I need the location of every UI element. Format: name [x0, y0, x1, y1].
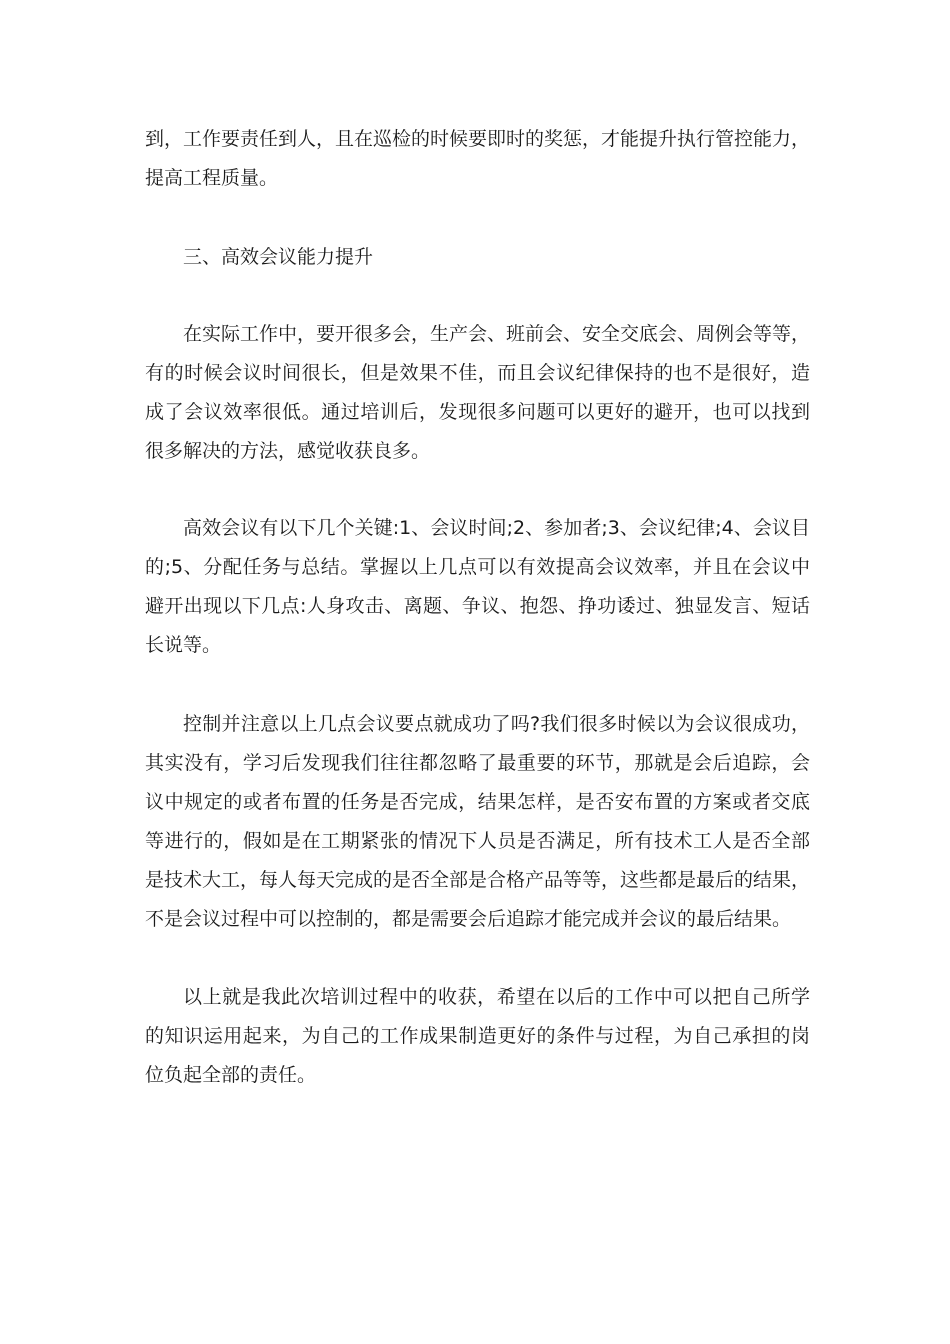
paragraph-1-line-3: 成了会议效率很低。通过培训后，发现很多问题可以更好的避开，也可以找到 — [145, 401, 810, 423]
paragraph-2-line-2: 的;5、分配任务与总结。掌握以上几点可以有效提高会议效率，并且在会议中 — [145, 556, 810, 578]
paragraph-2-line-1: 高效会议有以下几个关键:1、会议时间;2、参加者;3、会议纪律;4、会议目 — [183, 517, 810, 539]
paragraph-3-line-1: 控制并注意以上几点会议要点就成功了吗?我们很多时候以为会议很成功， — [183, 713, 810, 735]
paragraph-4-line-2: 的知识运用起来，为自己的工作成果制造更好的条件与过程，为自己承担的岗 — [145, 1025, 810, 1047]
paragraph-2-line-3: 避开出现以下几点:人身攻击、离题、争议、抱怨、挣功诿过、独显发言、短话 — [145, 595, 810, 617]
section-heading: 三、高效会议能力提升 — [183, 246, 374, 268]
paragraph-1-line-4: 很多解决的方法，感觉收获良多。 — [145, 440, 431, 462]
intro-line-1: 到，工作要责任到人，且在巡检的时候要即时的奖惩，才能提升执行管控能力， — [145, 128, 811, 150]
paragraph-4-line-3: 位负起全部的责任。 — [145, 1064, 317, 1086]
paragraph-3-line-3: 议中规定的或者布置的任务是否完成，结果怎样，是否安布置的方案或者交底 — [145, 791, 810, 813]
paragraph-2-line-4: 长说等。 — [145, 634, 222, 656]
paragraph-3-line-4: 等进行的，假如是在工期紧张的情况下人员是否满足，所有技术工人是否全部 — [145, 830, 810, 852]
paragraph-1-line-1: 在实际工作中，要开很多会，生产会、班前会、安全交底会、周例会等等， — [183, 323, 811, 345]
paragraph-1-line-2: 有的时候会议时间很长，但是效果不佳，而且会议纪律保持的也不是很好，造 — [145, 362, 810, 384]
paragraph-3-line-5: 是技术大工，每人每天完成的是否全部是合格产品等等，这些都是最后的结果， — [145, 869, 811, 891]
paragraph-3-line-6: 不是会议过程中可以控制的，都是需要会后追踪才能完成并会议的最后结果。 — [145, 908, 792, 930]
paragraph-3-line-2: 其实没有，学习后发现我们往往都忽略了最重要的环节，那就是会后追踪，会 — [145, 752, 810, 774]
intro-line-2: 提高工程质量。 — [145, 167, 279, 189]
paragraph-4-line-1: 以上就是我此次培训过程中的收获，希望在以后的工作中可以把自己所学 — [183, 986, 810, 1008]
